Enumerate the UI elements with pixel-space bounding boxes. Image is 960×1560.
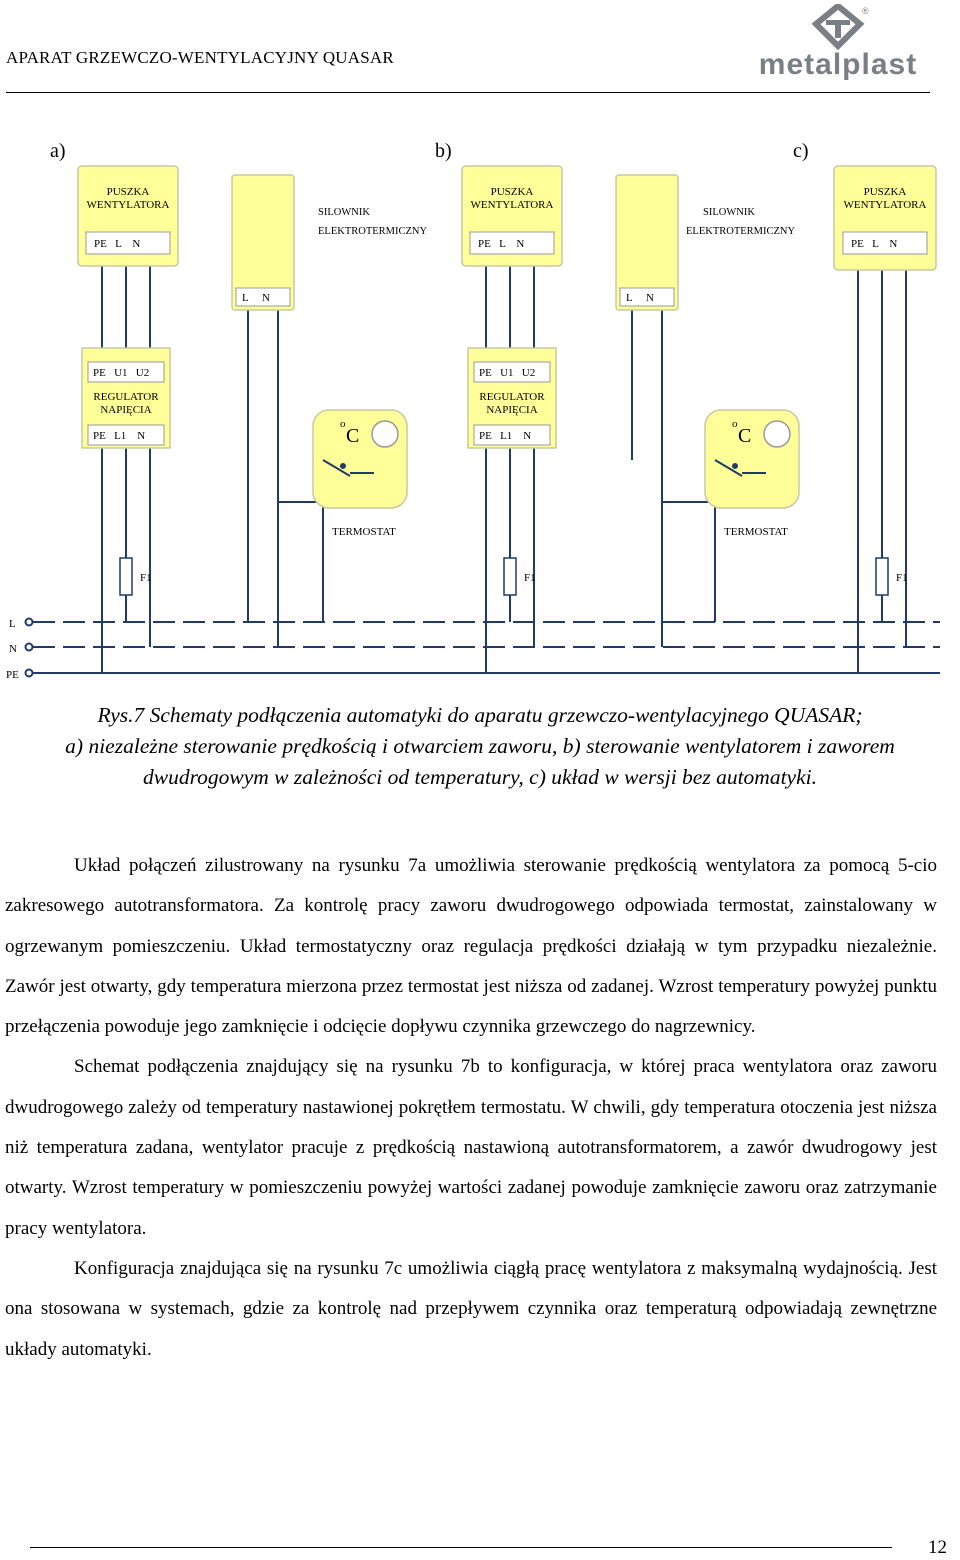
page-number: 12 xyxy=(928,1537,947,1558)
regulator-bottom-a: PE L1 N xyxy=(93,430,146,442)
thermo-sup-b: o xyxy=(732,418,738,430)
bus-label-n: N xyxy=(9,643,17,655)
puszka-terminals-a: PE L N xyxy=(94,238,141,250)
fuse-label-c: F1 xyxy=(896,572,908,584)
logo-wordmark: metalplast xyxy=(758,48,918,81)
fuse-label-b: F1 xyxy=(524,572,536,584)
logo-mark-icon xyxy=(738,4,938,52)
body-text xyxy=(5,846,937,1370)
silownik-terminals-a: L N xyxy=(242,292,271,304)
puszka-label-a-1: PUSZKA xyxy=(106,186,150,198)
silownik-label-b-1: SILOWNIK xyxy=(703,207,755,218)
panel-a xyxy=(78,166,427,673)
thermostat-label-a: TERMOSTAT xyxy=(332,526,396,538)
silownik-terminals-b: L N xyxy=(626,292,655,304)
caption-line-1: Rys.7 Schematy podłączenia automatyki do aparatu grzewczo-wentylacyjnego QUASAR; xyxy=(97,703,863,727)
regulator-bottom-b: PE L1 N xyxy=(479,430,532,442)
bus-label-pe: PE xyxy=(6,669,19,681)
regulator-label-b-1: REGULATOR xyxy=(479,391,545,403)
footer-divider xyxy=(30,1547,892,1548)
thermo-sup-a: o xyxy=(340,418,346,430)
silownik-label-a-1: SILOWNIK xyxy=(318,207,370,218)
silownik-label-b-2: ELEKTROTERMICZNY xyxy=(686,226,796,237)
panel-label-a: a) xyxy=(50,140,66,162)
puszka-label-c-1: PUSZKA xyxy=(863,186,907,198)
metalplast-logo xyxy=(738,4,938,84)
wiring-diagram xyxy=(0,100,960,690)
regulator-top-b: PE U1 U2 xyxy=(479,367,536,379)
caption-line-3: dwudrogowym w zależności od temperatury, c) układ w wersji bez automatyki. xyxy=(142,765,817,789)
puszka-label-c-2: WENTYLATORA xyxy=(843,199,927,211)
bus-label-l: L xyxy=(9,618,16,630)
panel-label-b: b) xyxy=(435,140,452,162)
paragraph-3: Konfiguracja znajdująca się na rysunku 7c umożliwia ciągłą pracę wentylatora z maksymalną wydajnością. Jest ona stosowana w systemach, gdzie za kontrolę nad przepływem czynnika oraz temperaturą odpowiadają zewnętrzne układy automatyki. xyxy=(5,1257,937,1360)
caption-line-2: a) niezależne sterowanie prędkością i otwarciem zaworu, b) sterowanie wentylatorem i zaworem xyxy=(65,734,895,758)
figure-caption xyxy=(0,700,960,793)
silownik-label-a-2: ELEKTROTERMICZNY xyxy=(318,226,428,237)
regulator-label-a-1: REGULATOR xyxy=(93,391,159,403)
thermo-symbol-a: C xyxy=(346,425,360,447)
fuse-label-a: F1 xyxy=(140,572,152,584)
regulator-label-a-2: NAPIĘCIA xyxy=(100,404,152,416)
header-divider xyxy=(6,92,930,93)
panel-c xyxy=(834,166,936,673)
paragraph-2: Schemat podłączenia znajdujący się na rysunku 7b to konfiguracja, w której praca wentylatora oraz zaworu dwudrogowego zależy od temperatury nastawionej pokrętłem termostatu. W chwili, gdy temperatura otoczenia jest niższa niż temperatura zadana, wentylator pracuje z prędkością nastawioną autotransformatorem, a zawór dwudrogowy jest otwarty. Wzrost temperatury w pomieszczeniu powyżej wartości zadanej powoduje zamknięcie zaworu oraz zatrzymanie pracy wentylatora. xyxy=(5,1056,937,1239)
thermo-symbol-b: C xyxy=(738,425,752,447)
regulator-top-a: PE U1 U2 xyxy=(93,367,150,379)
logo-registered-mark: ® xyxy=(862,6,869,16)
puszka-terminals-b: PE L N xyxy=(478,238,525,250)
puszka-label-b-2: WENTYLATORA xyxy=(470,199,554,211)
panel-b xyxy=(462,166,799,673)
paragraph-1: Układ połączeń zilustrowany na rysunku 7a umożliwia sterowanie prędkością wentylatora za pomocą 5-cio zakresowego autotransformatora. Za kontrolę pracy zaworu dwudrogowego odpowiada termostat, zainstalowany w ogrzewanym pomieszczeniu. Układ termostatyczny oraz regulacja prędkości działają w tym przypadku niezależnie. Zawór jest otwarty, gdy temperatura mierzona przez termostat jest niższa od zadanej. Wzrost temperatury powyżej punktu przełączenia powoduje jego zamknięcie i odcięcie dopływu czynnika grzewczego do nagrzewnicy. xyxy=(5,855,937,1038)
thermostat-label-b: TERMOSTAT xyxy=(724,526,788,538)
panel-label-c: c) xyxy=(793,140,809,162)
document-header-title: APARAT GRZEWCZO-WENTYLACYJNY QUASAR xyxy=(6,48,394,67)
puszka-terminals-c: PE L N xyxy=(851,238,898,250)
puszka-label-b-1: PUSZKA xyxy=(490,186,534,198)
regulator-label-b-2: NAPIĘCIA xyxy=(486,404,538,416)
puszka-label-a-2: WENTYLATORA xyxy=(86,199,170,211)
